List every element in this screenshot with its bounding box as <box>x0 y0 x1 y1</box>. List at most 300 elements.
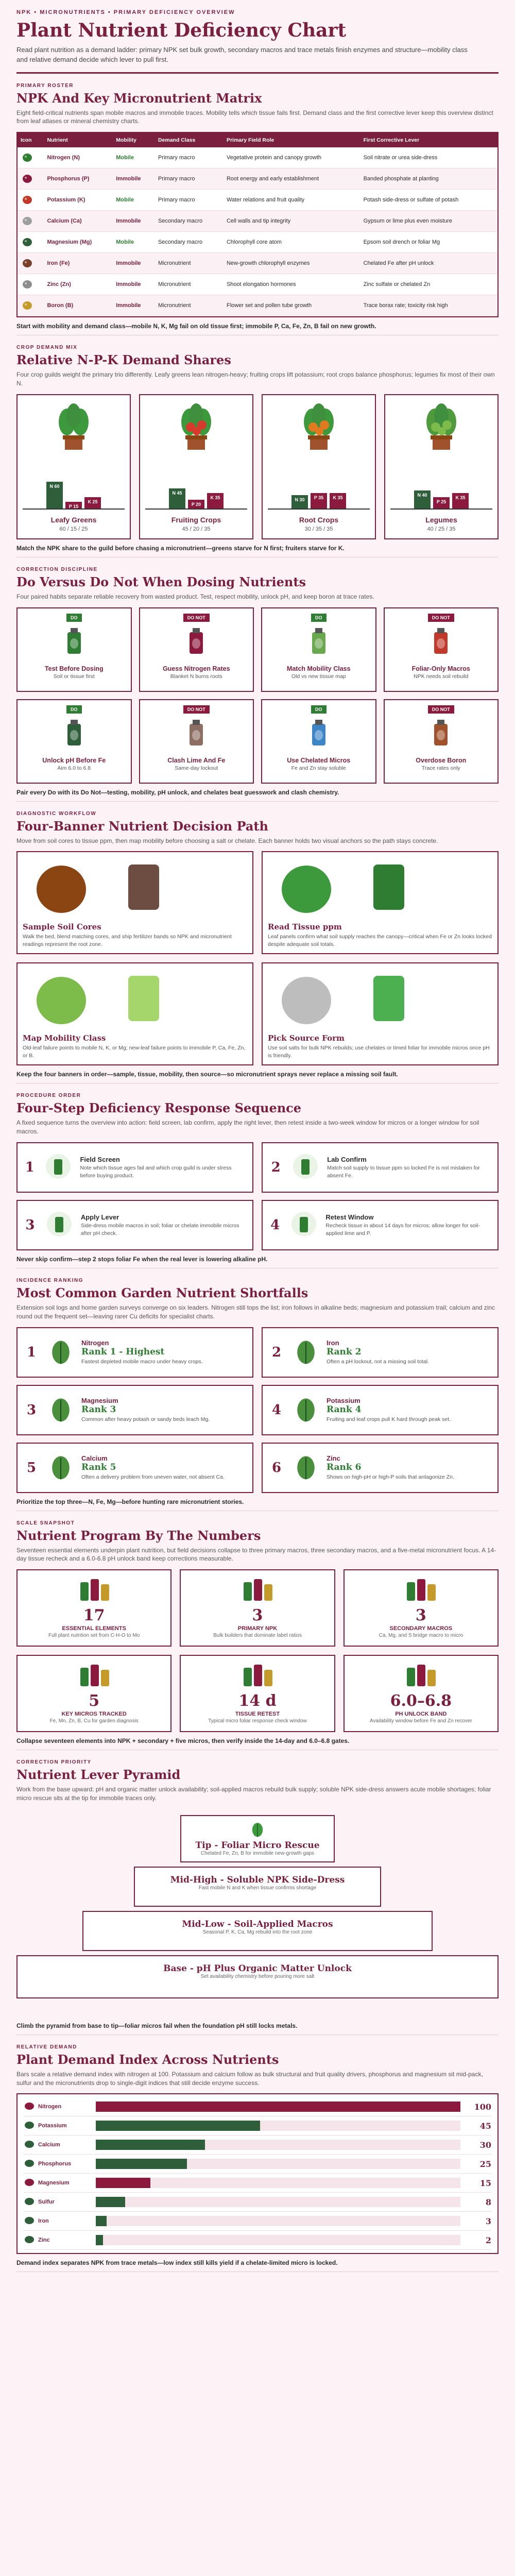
icon-cell <box>18 274 44 295</box>
dd-card <box>384 699 499 784</box>
guild-plant-art <box>268 400 370 454</box>
rank-nutrient: Potassium <box>327 1397 360 1405</box>
rank-number: 3 <box>26 1402 37 1418</box>
nutrient-icon <box>24 2178 35 2189</box>
steps-title: Four-Step Deficiency Response Sequence <box>16 1100 302 1116</box>
npk-guild-card <box>16 394 131 539</box>
role-cell: Vegetative protein and canopy growth <box>224 147 360 168</box>
dp-takeaway: Keep the four banners in order—sample, tissue, mobility, then source—so micronutrient sprays never replace a missing soil fault. <box>16 1071 499 1083</box>
stat-label: PH UNLOCK BAND <box>395 1711 447 1718</box>
step-card <box>16 1142 253 1193</box>
tier-title: Mid-Low - Soil-Applied Macros <box>182 1919 333 1929</box>
stat-sub: Fe, Mn, Zn, B, Cu for garden diagnosis <box>49 1718 139 1724</box>
lever-cell: Zinc sulfate or chelated Zn <box>360 274 497 295</box>
lever-pyramid <box>16 1809 499 2017</box>
index-track <box>96 2197 460 2207</box>
header-rule <box>16 72 499 74</box>
index-value: 8 <box>485 2197 491 2207</box>
plant-icon <box>173 400 219 454</box>
dd-card <box>261 699 376 784</box>
dd-art <box>22 714 127 755</box>
stat-value: 17 <box>83 1606 105 1625</box>
stat-sub: Typical micro foliar response check window <box>208 1718 307 1724</box>
npk-chart <box>16 394 499 539</box>
index-name: Zinc <box>38 2237 50 2244</box>
lever-cell: Gypsum or lime plus even moisture <box>360 211 497 232</box>
index-track <box>96 2178 460 2188</box>
matrix-desc: Eight field-critical nutrients span mobile macros and immobile traces. Mobility tells which tissue fails first. Demand class and the first corrective lever keep this overview distinct from leaf atlases or mineral chemistry charts. <box>16 109 493 125</box>
page-title: Plant Nutrient Deficiency Chart <box>16 20 347 41</box>
col-mobility: Mobility <box>113 133 155 147</box>
index-label <box>24 2197 96 2208</box>
rank-sub: Often a delivery problem from uneven water, not absent Ca. <box>81 1474 225 1481</box>
stat-art <box>22 1574 166 1606</box>
dd-art <box>389 714 494 755</box>
product-icon <box>301 715 337 753</box>
decision-path-grid <box>16 851 499 1065</box>
stat-icon <box>403 1660 439 1692</box>
index-label <box>24 2178 96 2189</box>
product-icon <box>423 715 459 753</box>
rank-takeaway: Prioritize the top three—N, Fe, Mg—before hunting rare micronutrient stories. <box>16 1498 499 1511</box>
rank-number: 6 <box>271 1460 282 1476</box>
tier-title: Mid-High - Soluble NPK Side-Dress <box>170 1874 345 1885</box>
mobility-cell: Immobile <box>113 253 155 274</box>
dd-title: Unlock pH Before Fe <box>42 756 106 764</box>
nutrient-icon <box>24 2197 35 2208</box>
index-name: Nitrogen <box>38 2104 62 2110</box>
role-cell: Cell walls and tip integrity <box>224 211 360 232</box>
dd-title: Match Mobility Class <box>286 665 351 672</box>
guild-name: Legumes <box>425 515 457 524</box>
rank-nutrient: Zinc <box>327 1454 340 1463</box>
rank-nutrient: Nitrogen <box>81 1339 109 1347</box>
product-icon <box>178 715 214 753</box>
index-row <box>24 2155 491 2174</box>
pyramid-desc: Work from the base upward: pH and organic matter unlock availability; soil-applied macros rebuild bulk supply; soluble NPK side-dress answers acute mobile shortages; foliar micro rescue sits at the tip for immobile traces only. <box>16 1786 491 1802</box>
npk-bars <box>145 463 247 510</box>
demand-cell: Secondary macro <box>155 232 224 253</box>
tier-sub: Set availability chemistry before pouring more salt <box>200 1973 315 1979</box>
decision-banner <box>262 851 499 954</box>
plant-icon <box>50 400 97 454</box>
npk-bar-p: P 25 <box>433 497 450 509</box>
stat-sub: Bulk builders that dominate label ratios <box>213 1633 302 1639</box>
matrix-eyebrow: PRIMARY ROSTER <box>16 82 74 89</box>
nutrient-icon <box>24 2121 35 2131</box>
step-sub: Side-dress mobile macros in soil; foliar or chelate immobile micros after pH check. <box>80 1223 239 1236</box>
banner-title: Map Mobility Class <box>23 1033 106 1043</box>
step-text <box>327 1156 492 1179</box>
nutrient-icon <box>24 2235 35 2246</box>
npk-bars <box>268 463 370 510</box>
dd-desc: Four paired habits separate reliable recovery from wasted product. Test, respect mobility, unlock pH, and keep boron at trace rates. <box>16 592 374 600</box>
pyramid-eyebrow: CORRECTION PRIORITY <box>16 1759 92 1766</box>
index-name: Potassium <box>38 2123 67 2129</box>
nutrient-icon <box>21 176 34 182</box>
index-name: Magnesium <box>38 2180 70 2187</box>
npk-bar-p: P 20 <box>188 500 204 509</box>
nutrient-name: Phosphorus (P) <box>44 168 113 190</box>
index-bar <box>96 2159 187 2169</box>
banner-art-icon <box>23 970 100 1029</box>
leaf-icon <box>291 1394 320 1426</box>
step-number: 3 <box>25 1217 35 1233</box>
tier-sub: Chelated Fe, Zn, B for immobile new-growth gaps <box>200 1850 315 1856</box>
stat-art <box>349 1574 493 1606</box>
stat-sub: Full plant nutrition set from C-H-O to Mo <box>48 1633 140 1639</box>
col-icon: Icon <box>18 133 44 147</box>
npk-eyebrow: CROP DEMAND MIX <box>16 345 78 351</box>
banner-title: Pick Source Form <box>268 1033 345 1043</box>
step-card <box>262 1142 499 1193</box>
banner-art-icon <box>105 858 182 918</box>
stat-sub: Ca, Mg, and S bridge macro to micro <box>379 1633 464 1639</box>
banner-sub: Leaf panels confirm what soil supply reaches the canopy—critical when Fe or Zn looks locked despite adequate soil totals. <box>268 934 492 947</box>
table-row <box>18 295 497 316</box>
dd-sub: Blanket N burns roots <box>170 673 222 680</box>
stat-sub: Availability window before Fe and Zn recover <box>369 1718 472 1724</box>
icon-cell <box>18 211 44 232</box>
steps-takeaway: Never skip confirm—step 2 stops foliar Fe when the real lever is lowering alkaline pH. <box>16 1256 499 1268</box>
dp-desc: Move from soil cores to tissue ppm, then map mobility before choosing a salt or chelate. Each banner holds two visual anchors so the path stays concrete. <box>16 837 438 844</box>
guild-ratio: 40 / 25 / 35 <box>427 526 456 532</box>
step-icon <box>44 1209 75 1242</box>
nutrient-icon <box>21 197 34 203</box>
table-row <box>18 168 497 190</box>
stat-label: ESSENTIAL ELEMENTS <box>62 1625 126 1632</box>
nutrient-icon <box>21 281 34 287</box>
stat-art <box>185 1660 330 1692</box>
step-text <box>81 1213 247 1236</box>
lever-cell: Potash side-dress or sulfate of potash <box>360 190 497 211</box>
demand-cell: Micronutrient <box>155 274 224 295</box>
npk-title: Relative N-P-K Demand Shares <box>16 352 231 368</box>
dd-sub: Aim 6.0 to 6.8 <box>57 765 91 771</box>
index-bar <box>96 2197 125 2207</box>
stat-card <box>180 1569 335 1647</box>
index-value: 30 <box>479 2140 491 2150</box>
rank-title: Most Common Garden Nutrient Shortfalls <box>16 1285 308 1301</box>
step-card <box>262 1200 499 1250</box>
stat-card <box>180 1655 335 1732</box>
mobility-cell: Immobile <box>113 211 155 232</box>
index-row <box>24 2097 491 2116</box>
lever-cell: Epsom soil drench or foliar Mg <box>360 232 497 253</box>
table-row <box>18 253 497 274</box>
index-row <box>24 2174 491 2193</box>
index-row <box>24 2136 491 2155</box>
index-eyebrow: RELATIVE DEMAND <box>16 2044 77 2050</box>
stat-card <box>16 1569 171 1647</box>
rank-card <box>16 1443 253 1493</box>
nutrient-name: Nitrogen (N) <box>44 147 113 168</box>
npk-bar-k: K 25 <box>84 497 101 509</box>
tier-title: Tip - Foliar Micro Rescue <box>195 1840 320 1851</box>
index-name: Sulfur <box>38 2199 55 2206</box>
rank-number: 4 <box>271 1402 282 1418</box>
stat-label: KEY MICROS TRACKED <box>61 1711 127 1718</box>
role-cell: Shoot elongation hormones <box>224 274 360 295</box>
mobility-cell: Immobile <box>113 168 155 190</box>
dd-card <box>16 607 132 692</box>
decision-banner <box>16 851 253 954</box>
banner-art-icon <box>350 858 427 918</box>
banner-title: Sample Soil Cores <box>23 922 101 932</box>
role-cell: Root energy and early establishment <box>224 168 360 190</box>
dont-badge: DO NOT <box>428 614 454 622</box>
lever-cell: Banded phosphate at planting <box>360 168 497 190</box>
stat-icon <box>76 1575 112 1606</box>
nutrient-icon <box>21 260 34 266</box>
rank-text <box>327 1454 454 1481</box>
stat-value: 14 d <box>238 1692 277 1710</box>
step-icon <box>290 1151 321 1184</box>
nutrient-name: Boron (B) <box>44 295 113 316</box>
dd-sub: Same-day lockout <box>175 765 218 771</box>
step-number: 1 <box>25 1160 35 1176</box>
table-row <box>18 232 497 253</box>
do-badge: DO <box>311 705 327 714</box>
dont-badge: DO NOT <box>183 705 210 714</box>
rank-nutrient: Calcium <box>81 1454 108 1463</box>
index-track <box>96 2159 460 2169</box>
icon-cell <box>18 295 44 316</box>
table-row <box>18 274 497 295</box>
dd-sub: Soil or tissue first <box>53 673 95 680</box>
leaf-icon <box>46 1452 75 1483</box>
guild-plant-art <box>145 400 247 454</box>
rank-text <box>327 1397 451 1423</box>
dd-sub: Old vs new tissue map <box>291 673 346 680</box>
guild-name: Root Crops <box>299 515 339 524</box>
step-title: Field Screen <box>80 1156 120 1164</box>
demand-cell: Primary macro <box>155 190 224 211</box>
dd-card <box>384 607 499 692</box>
stat-value: 6.0–6.8 <box>390 1692 452 1710</box>
product-icon <box>56 715 92 753</box>
leaf-icon <box>46 1336 75 1368</box>
banner-title: Read Tissue ppm <box>268 922 342 932</box>
dd-eyebrow: CORRECTION DISCIPLINE <box>16 566 98 572</box>
npk-bar-k: K 35 <box>330 493 346 509</box>
step-sub: Match soil supply to tissue ppm so locked Fe is not mistaken for absent Fe. <box>327 1165 480 1179</box>
index-track <box>96 2102 460 2112</box>
banner-art-icon <box>350 970 427 1029</box>
do-badge: DO <box>66 614 82 622</box>
banner-art <box>23 969 247 1029</box>
npk-bar-p: P 35 <box>311 493 327 509</box>
lever-cell: Trace borax rate; toxicity risk high <box>360 295 497 316</box>
banner-art <box>268 969 492 1029</box>
index-value: 3 <box>485 2216 491 2226</box>
index-label <box>24 2121 96 2131</box>
rank-text <box>327 1339 429 1365</box>
matrix-takeaway: Start with mobility and demand class—mobile N, K, Mg fail on old tissue first; immobile P, Ca, Fe, Zn, B fail on new growth. <box>16 323 499 335</box>
stat-label: SECONDARY MACROS <box>389 1625 453 1632</box>
col-nutrient: Nutrient <box>44 133 113 147</box>
index-bar <box>96 2121 260 2131</box>
rank-card <box>16 1385 253 1435</box>
banner-art-icon <box>105 970 182 1029</box>
stat-card <box>344 1569 499 1647</box>
dd-title: Overdose Boron <box>416 756 467 764</box>
dd-art <box>144 714 249 755</box>
rank-number: 2 <box>271 1344 282 1360</box>
index-row <box>24 2231 491 2250</box>
banner-sub: Use soil salts for bulk NPK rebuilds; use chelates or timed foliar for immobile micros once pH is friendly. <box>268 1045 490 1059</box>
dd-title: Test Before Dosing <box>44 665 104 672</box>
banner-art-icon <box>23 858 100 918</box>
index-track <box>96 2140 460 2150</box>
product-icon <box>56 623 92 662</box>
banner-sub: Old-leaf failure points to mobile N, K, or Mg; new-leaf failure points to immobile P, Ca, Fe, Zn, or B. <box>23 1045 246 1059</box>
nutrient-name: Potassium (K) <box>44 190 113 211</box>
rank-card <box>262 1327 499 1378</box>
stat-value: 3 <box>415 1606 426 1625</box>
step-title: Apply Lever <box>80 1213 119 1222</box>
rank-text <box>81 1397 210 1423</box>
mobility-cell: Mobile <box>113 147 155 168</box>
stat-label: TISSUE RETEST <box>235 1711 280 1718</box>
index-bar <box>96 2178 150 2188</box>
rank-sub: Fastest depleted mobile macro under heavy crops. <box>81 1359 203 1365</box>
rank-card <box>16 1327 253 1378</box>
decision-banner <box>262 962 499 1065</box>
table-row <box>18 190 497 211</box>
dp-eyebrow: DIAGNOSTIC WORKFLOW <box>16 810 97 817</box>
index-row <box>24 2212 491 2231</box>
role-cell: Flower set and pollen tube growth <box>224 295 360 316</box>
stat-card <box>344 1655 499 1732</box>
index-name: Calcium <box>38 2142 60 2148</box>
index-value: 15 <box>479 2178 491 2188</box>
rank-sub: Often a pH lockout, not a missing soil total. <box>327 1359 430 1365</box>
index-desc: Bars scale a relative demand index with nitrogen at 100. Potassium and calcium follow as bulk structural and fruit quality drivers, phosphorus and magnesium sit mid-pack, sulfur and the micronutrients drop to single-digit indices that still decide enzyme success. <box>16 2070 483 2087</box>
stat-label: PRIMARY NPK <box>237 1625 278 1632</box>
steps-eyebrow: PROCEDURE ORDER <box>16 1093 81 1099</box>
index-takeaway: Demand index separates NPK from trace metals—low index still kills yield if a chelate-limited micro is locked. <box>16 2259 499 2272</box>
index-name: Iron <box>38 2218 49 2225</box>
rank-text <box>81 1339 203 1365</box>
rank-label: Rank 3 <box>81 1404 116 1415</box>
rank-sub: Shows on high-pH or high-P soils that antagonize Zn. <box>327 1474 454 1481</box>
npk-bar-k: K 35 <box>207 493 224 509</box>
rank-card <box>262 1385 499 1435</box>
rank-sub: Common after heavy potash or sandy beds leach Mg. <box>81 1416 210 1423</box>
icon-cell <box>18 168 44 190</box>
stat-value: 5 <box>89 1692 100 1710</box>
rank-number: 1 <box>26 1344 37 1360</box>
index-bar <box>96 2216 107 2226</box>
lever-cell: Soil nitrate or urea side-dress <box>360 147 497 168</box>
guild-ratio: 45 / 20 / 35 <box>182 526 211 532</box>
guild-name: Leafy Greens <box>50 515 97 524</box>
dd-sub: Fe and Zn stay soluble <box>291 765 346 771</box>
icon-cell <box>18 190 44 211</box>
stat-icon <box>239 1660 276 1692</box>
nutrient-icon <box>24 2140 35 2150</box>
stat-art <box>349 1660 493 1692</box>
rank-desc: Extension soil logs and home garden surveys converge on six leaders. Nitrogen still tops the list; iron follows in alkaline beds; magnesium and potassium trail; calcium and zinc round out the frequent set—leaving rarer Cu deficits for specialist charts. <box>16 1304 495 1320</box>
banner-art <box>23 857 247 918</box>
plant-icon <box>296 400 342 454</box>
banner-art-icon <box>268 858 345 918</box>
do-dont-grid <box>16 607 499 784</box>
dd-title: Use Chelated Micros <box>287 756 351 764</box>
dd-takeaway: Pair every Do with its Do Not—testing, mobility, pH unlock, and chelates beat guesswork and clash chemistry. <box>16 789 499 802</box>
pyramid-tier <box>82 1911 433 1951</box>
role-cell: New-growth chlorophyll enzymes <box>224 253 360 274</box>
dd-title: Clash Lime And Fe <box>167 756 226 764</box>
index-row <box>24 2193 491 2212</box>
nutrient-icon <box>24 2102 35 2112</box>
stats-takeaway: Collapse seventeen elements into NPK + secondary + five micros, then verify inside the 14-day and 6.0–6.8 gates. <box>16 1737 499 1750</box>
guild-name: Fruiting Crops <box>171 515 221 524</box>
nutrient-icon <box>21 218 34 224</box>
banner-art <box>268 857 492 918</box>
dp-title: Four-Banner Nutrient Decision Path <box>16 818 268 834</box>
nutrient-icon <box>21 302 34 309</box>
pyramid-tier <box>180 1815 335 1862</box>
leaf-icon <box>291 1452 320 1483</box>
rank-nutrient: Iron <box>327 1339 339 1347</box>
stat-card <box>16 1655 171 1732</box>
guild-plant-art <box>390 400 492 454</box>
index-name: Phosphorus <box>38 2161 72 2167</box>
mobility-cell: Immobile <box>113 295 155 316</box>
stat-icon <box>76 1660 112 1692</box>
nutrient-icon <box>24 2216 35 2227</box>
dd-art <box>389 622 494 663</box>
rank-number: 5 <box>26 1460 37 1476</box>
rank-card <box>262 1443 499 1493</box>
role-cell: Water relations and fruit quality <box>224 190 360 211</box>
table-row <box>18 211 497 232</box>
step-card <box>16 1200 253 1250</box>
matrix-card <box>16 132 499 317</box>
index-bar <box>96 2102 460 2112</box>
nutrient-icon <box>21 155 34 161</box>
demand-cell: Primary macro <box>155 147 224 168</box>
col-role: Primary Field Role <box>224 133 360 147</box>
rank-label: Rank 2 <box>327 1347 362 1358</box>
index-value: 45 <box>479 2121 491 2131</box>
nutrient-icon <box>24 2159 35 2170</box>
pyramid-tier <box>134 1867 381 1907</box>
dd-sub: Trace rates only <box>421 765 460 771</box>
rank-label: Rank 5 <box>81 1462 116 1473</box>
index-row <box>24 2116 491 2136</box>
demand-cell: Micronutrient <box>155 295 224 316</box>
index-bar <box>96 2140 205 2150</box>
index-value: 25 <box>479 2159 491 2169</box>
do-badge: DO <box>66 705 82 714</box>
step-title: Lab Confirm <box>327 1156 367 1164</box>
npk-bar-n: N 40 <box>414 490 431 508</box>
step-number: 4 <box>270 1217 280 1233</box>
stats-grid <box>16 1569 499 1732</box>
index-track <box>96 2235 460 2245</box>
index-title: Plant Demand Index Across Nutrients <box>16 2052 279 2067</box>
leaf-icon <box>291 1336 320 1368</box>
leaf-icon <box>249 1831 266 1840</box>
stat-art <box>185 1574 330 1606</box>
step-sub: Recheck tissue in about 14 days for micros; allow longer for soil-applied lime and P. <box>325 1223 480 1236</box>
index-bar <box>96 2235 103 2245</box>
stat-icon <box>239 1575 276 1606</box>
do-badge: DO <box>311 614 327 622</box>
